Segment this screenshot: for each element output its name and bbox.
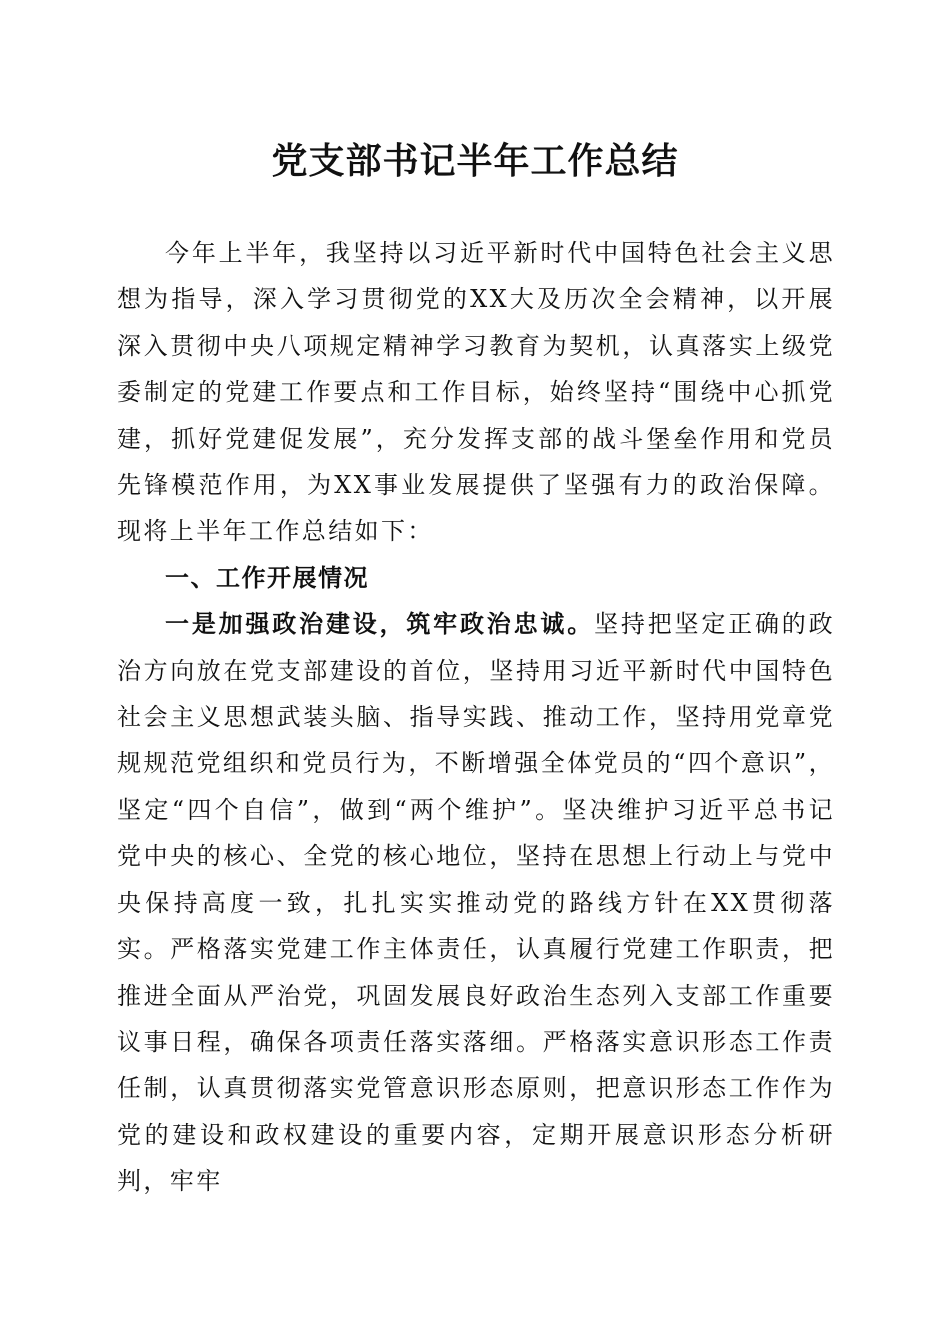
point-paragraph bbox=[117, 601, 835, 1204]
document-body bbox=[117, 230, 835, 1205]
document-title: 党支部书记半年工作总结 bbox=[271, 140, 679, 182]
section-heading: 一、工作开展情况 bbox=[165, 563, 369, 592]
point-text: 坚持把坚定正确的政治方向放在党支部建设的首位，坚持用习近平新时代中国特色社会主义思想武装头脑、指导实践、推动工作，坚持用党章党规规范党组织和党员行为，不断增强全体党员的“四个意识”，坚定“四个自信”，做到“两个维护”。坚决维护习近平总书记党中央的核心、全党的核心地位，坚持在思想上行动上与党中央保持高度一致，扎扎实实推动党的路线方针在XX贯彻落实。严格落实党建工作主体责任，认真履行党建工作职责，把推进全面从严治党，巩固发展良好政治生态列入支部工作重要议事日程，确保各项责任落实落细。严格落实意识形态工作责任制，认真贯彻落实党管意识形态原则，把意识形态工作作为党的建设和政权建设的重要内容，定期开展意识形态分析研判，牢牢 bbox=[117, 610, 835, 1196]
intro-paragraph: 今年上半年，我坚持以习近平新时代中国特色社会主义思想为指导，深入学习贯彻党的XX大及历次全会精神，以开展深入贯彻中央八项规定精神学习教育为契机，认真落实上级党委制定的党建工作要点和工作目标，始终坚持“围绕中心抓党建，抓好党建促发展”，充分发挥支部的战斗堡垒作用和党员先锋模范作用，为XX事业发展提供了坚强有力的政治保障。现将上半年工作总结如下： bbox=[117, 239, 835, 546]
point-lead: 一是加强政治建设，筑牢政治忠诚。 bbox=[165, 609, 595, 639]
